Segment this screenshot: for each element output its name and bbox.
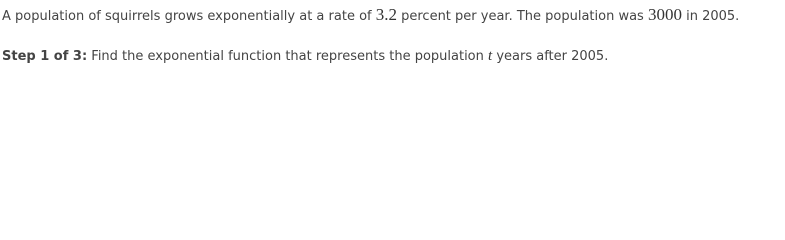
problem-statement <box>2 6 739 26</box>
problem-text-end: in 2005. <box>681 9 740 24</box>
problem-text-middle: percent per year. The population was <box>396 9 648 24</box>
time-variable: t <box>488 48 493 64</box>
step-label: Step 1 of 3: <box>2 49 88 64</box>
problem-text-intro: A population of squirrels grows exponentially at a rate of <box>2 9 376 24</box>
step-text-end: years after 2005. <box>492 49 609 64</box>
growth-rate-value: 3.2 <box>375 5 397 24</box>
step-text-intro: Find the exponential function that represents the population <box>87 49 489 64</box>
step-instruction <box>2 47 608 66</box>
initial-population-value: 3000 <box>647 5 682 24</box>
